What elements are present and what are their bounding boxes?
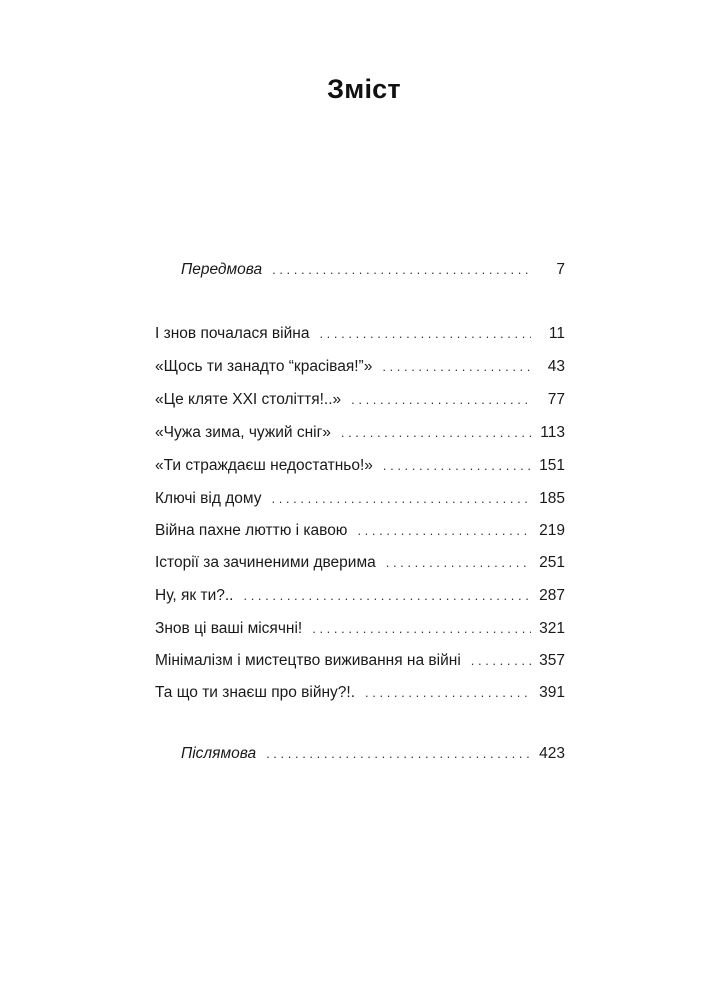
toc-entry-preface	[155, 257, 565, 283]
toc-entry-page: 151	[539, 457, 565, 474]
toc-leader-dots	[351, 387, 531, 413]
toc-entry-page: 321	[539, 620, 565, 637]
toc-leader-dots	[271, 486, 531, 512]
toc-leader-dots	[243, 583, 531, 609]
toc-entry-label: Історії за зачиненими дверима	[155, 554, 376, 571]
toc-entry-page: 7	[556, 261, 565, 278]
toc-entry-page: 43	[547, 358, 565, 375]
toc-entry-label: Знов ці ваші місячні!	[155, 620, 303, 637]
toc-leader-dots	[312, 616, 531, 642]
toc-leader-dots	[365, 680, 531, 706]
toc-entry-chapter	[155, 321, 565, 347]
toc-entry-chapter	[155, 550, 565, 576]
toc-entry-page: 77	[547, 391, 565, 408]
toc-entry-page: 251	[539, 554, 565, 571]
toc-entry-chapter	[155, 648, 565, 674]
toc-entry-chapter	[155, 518, 565, 544]
toc-entry-chapter	[155, 616, 565, 642]
toc-leader-dots	[341, 420, 531, 446]
toc-leader-dots	[382, 354, 531, 380]
toc-entry-page: 287	[539, 587, 565, 604]
page-title: Зміст	[327, 74, 401, 104]
toc-entry-page: 185	[539, 490, 565, 507]
toc-entry-label: Передмова	[181, 261, 263, 278]
toc-leader-dots	[266, 741, 531, 767]
toc-entry-label: «Щось ти занадто “красівая!”»	[155, 358, 373, 375]
toc-entry-chapter	[155, 453, 565, 479]
toc-leader-dots	[272, 257, 531, 283]
toc-entry-label: Ключі від дому	[155, 490, 262, 507]
toc-entry-label: Та що ти знаєш про війну?!.	[155, 684, 356, 701]
toc-entry-chapter	[155, 680, 565, 706]
toc-entry-page: 357	[539, 652, 565, 669]
toc-entry-afterword	[155, 741, 565, 767]
toc-entry-page: 113	[540, 424, 565, 441]
toc-entry-page: 423	[539, 745, 565, 762]
toc-entry-page: 391	[539, 684, 565, 701]
toc-entry-label: Мінімалізм і мистецтво виживання на війні	[155, 652, 461, 669]
toc-entry-label: «Це кляте XXI століття!..»	[155, 391, 342, 408]
toc-leader-dots	[386, 550, 531, 576]
toc-entry-page: 219	[539, 522, 565, 539]
toc-entry-label: Війна пахне люттю і кавою	[155, 522, 348, 539]
toc-leader-dots	[471, 648, 531, 674]
toc-leader-dots	[357, 518, 531, 544]
toc-entry-chapter	[155, 486, 565, 512]
toc-entry-chapter	[155, 387, 565, 413]
toc-entry-chapter	[155, 420, 565, 446]
toc-entry-label: Ну, як ти?..	[155, 587, 234, 604]
toc-entry-label: Післямова	[181, 745, 257, 762]
toc-leader-dots	[319, 321, 531, 347]
toc-entry-label: І знов почалася війна	[155, 325, 310, 342]
toc-entry-label: «Ти страждаєш недостатньо!»	[155, 457, 373, 474]
toc-entry-page: 11	[548, 325, 565, 342]
toc-entry-chapter	[155, 583, 565, 609]
toc-leader-dots	[383, 453, 531, 479]
toc-entry-label: «Чужа зима, чужий сніг»	[155, 424, 331, 441]
toc-entry-chapter	[155, 354, 565, 380]
